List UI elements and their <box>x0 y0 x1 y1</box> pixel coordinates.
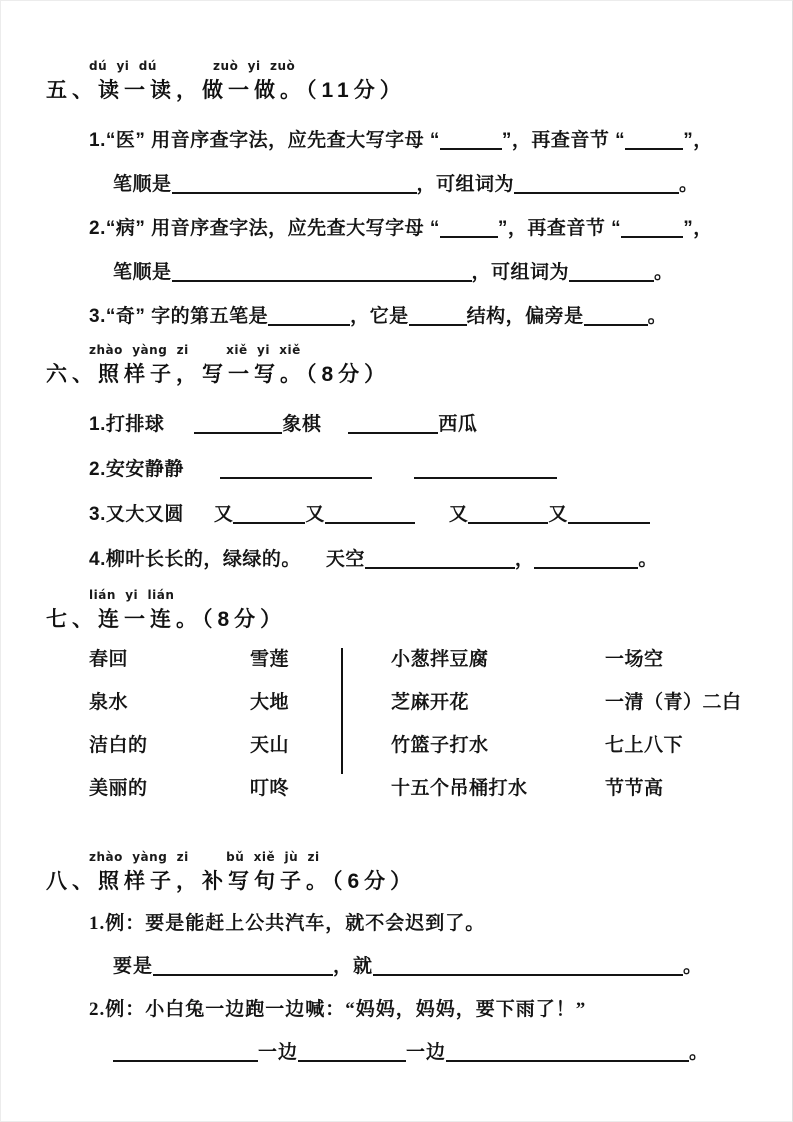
spacer <box>301 564 326 565</box>
worksheet-line <box>113 953 752 980</box>
text-run: 3.“奇” 字的第五笔是 <box>89 306 269 327</box>
match-item: 一清（青）二白 <box>605 692 742 713</box>
spacer <box>372 474 414 475</box>
fill-blank <box>568 521 650 524</box>
match-item: 泉水 <box>89 692 129 713</box>
spacer <box>321 429 348 430</box>
text-run: 一边 <box>258 1042 299 1063</box>
worksheet-line <box>89 456 752 483</box>
fill-blank <box>440 235 498 238</box>
section-7-matching <box>46 589 752 818</box>
text-run: 。 <box>638 549 658 570</box>
section-8-complete-sentences <box>46 851 752 1066</box>
section-title: 连一连。（8分） <box>98 608 287 631</box>
match-item: 小葱拌豆腐 <box>391 649 489 670</box>
match-item: 雪莲 <box>250 649 290 670</box>
text-run: 1.“医” 用音序查字法，应先查大写字母 “ <box>89 130 440 151</box>
section-body <box>46 411 752 573</box>
section-heading <box>46 870 752 894</box>
text-run: 笔顺是 <box>113 262 172 283</box>
matching-grid <box>89 646 752 818</box>
section-heading <box>46 608 752 632</box>
match-item: 天山 <box>250 735 290 756</box>
fill-blank <box>584 323 648 326</box>
text-run: 。 <box>654 262 674 283</box>
text-run: 1.打排球 <box>89 414 165 435</box>
section-title: 读一读，做一做。（11分） <box>98 79 406 102</box>
text-run: 1.例：要是能赶上公共汽车，就不会迟到了。 <box>89 913 486 934</box>
match-divider <box>341 648 343 774</box>
text-run: 又 <box>305 504 325 525</box>
fill-blank <box>409 323 467 326</box>
text-run: 一边 <box>406 1042 447 1063</box>
text-run: 又 <box>448 504 469 525</box>
match-item: 十五个吊桶打水 <box>391 778 528 799</box>
fill-blank <box>468 521 548 524</box>
fill-blank <box>365 566 515 569</box>
section-heading <box>46 79 752 103</box>
section-number: 八、 <box>46 870 98 893</box>
section-heading <box>46 363 752 387</box>
fill-blank <box>153 973 333 976</box>
text-run: ，可组词为 <box>416 174 515 195</box>
text-run: ”，再查音节 “ <box>497 218 622 239</box>
text-run: ，可组词为 <box>471 262 570 283</box>
fill-blank <box>621 235 683 238</box>
worksheet-line <box>89 303 752 330</box>
fill-blank <box>220 476 372 479</box>
fill-blank <box>625 147 683 150</box>
text-run: ”， <box>683 218 713 239</box>
text-run: ，它是 <box>350 306 409 327</box>
spacer <box>184 474 220 475</box>
text-run: 3.又大又圆 <box>89 504 184 525</box>
fill-blank <box>233 521 305 524</box>
text-run: 又 <box>548 504 568 525</box>
fill-blank <box>440 147 502 150</box>
text-run: 。 <box>647 306 668 327</box>
text-run: 。 <box>679 174 699 195</box>
section-number: 六、 <box>46 363 98 386</box>
fill-blank <box>569 279 654 282</box>
text-run: 。 <box>683 956 704 977</box>
worksheet-line <box>89 546 752 573</box>
match-item: 洁白的 <box>89 735 148 756</box>
fill-blank <box>325 521 415 524</box>
section-title: 照样子，写一写。（8分） <box>98 363 391 386</box>
fill-blank <box>194 431 282 434</box>
fill-blank <box>172 191 417 194</box>
section-pinyin: zhào yàng zi bǔ xiě jù zi <box>89 850 320 864</box>
text-run: 2.安安静静 <box>89 459 184 480</box>
section-pinyin: lián yi lián <box>89 588 175 602</box>
fill-blank <box>268 323 350 326</box>
text-run: 结构，偏旁是 <box>466 306 584 327</box>
text-run: ，就 <box>333 956 374 977</box>
text-run: 又 <box>213 504 234 525</box>
worksheet-line <box>113 259 752 286</box>
section-body <box>46 910 752 1066</box>
fill-blank <box>348 431 438 434</box>
match-item: 一场空 <box>605 649 664 670</box>
text-run: 4.柳叶长长的，绿绿的。 <box>89 549 301 570</box>
text-run: ”， <box>683 130 713 151</box>
text-run: 天空 <box>325 549 365 570</box>
text-run: 要是 <box>113 956 154 977</box>
section-title: 照样子，补写句子。（6分） <box>98 870 417 893</box>
fill-blank <box>172 279 472 282</box>
worksheet-line <box>89 910 752 937</box>
text-run: 象棋 <box>282 414 322 435</box>
worksheet-line <box>89 411 752 438</box>
match-item: 节节高 <box>605 778 664 799</box>
spacer <box>415 519 449 520</box>
fill-blank <box>113 1059 258 1062</box>
section-body <box>46 127 752 330</box>
text-run: ”，再查音节 “ <box>501 130 626 151</box>
section-6-write-like-example <box>46 344 752 573</box>
text-run: ， <box>514 549 535 570</box>
fill-blank <box>298 1059 406 1062</box>
match-item: 七上八下 <box>605 735 684 756</box>
worksheet-line <box>89 996 752 1023</box>
fill-blank <box>414 476 557 479</box>
worksheet-line <box>89 501 752 528</box>
fill-blank <box>373 973 683 976</box>
worksheet-line <box>89 215 752 242</box>
text-run: 笔顺是 <box>113 174 172 195</box>
match-item: 大地 <box>250 692 290 713</box>
section-5-read-and-do <box>46 60 752 330</box>
match-item: 春回 <box>89 649 129 670</box>
fill-blank <box>534 566 638 569</box>
spacer <box>184 519 214 520</box>
fill-blank <box>446 1059 689 1062</box>
text-run: 2.例：小白兔一边跑一边喊：“妈妈，妈妈，要下雨了！” <box>89 999 587 1020</box>
match-item: 竹篮子打水 <box>391 735 489 756</box>
match-item: 美丽的 <box>89 778 148 799</box>
match-item: 芝麻开花 <box>391 692 470 713</box>
worksheet-line <box>89 127 752 154</box>
worksheet-line <box>113 1039 752 1066</box>
section-number: 七、 <box>46 608 98 631</box>
text-run: 2.“病” 用音序查字法，应先查大写字母 “ <box>89 218 440 239</box>
section-pinyin: zhào yàng zi xiě yi xiě <box>89 343 301 357</box>
text-run: 。 <box>689 1042 710 1063</box>
text-run: 西瓜 <box>438 414 478 435</box>
fill-blank <box>514 191 679 194</box>
section-pinyin: dú yi dú zuò yi zuò <box>89 59 296 73</box>
spacer <box>164 429 194 430</box>
section-number: 五、 <box>46 79 98 102</box>
worksheet-line <box>113 171 752 198</box>
match-item: 叮咚 <box>250 778 290 799</box>
